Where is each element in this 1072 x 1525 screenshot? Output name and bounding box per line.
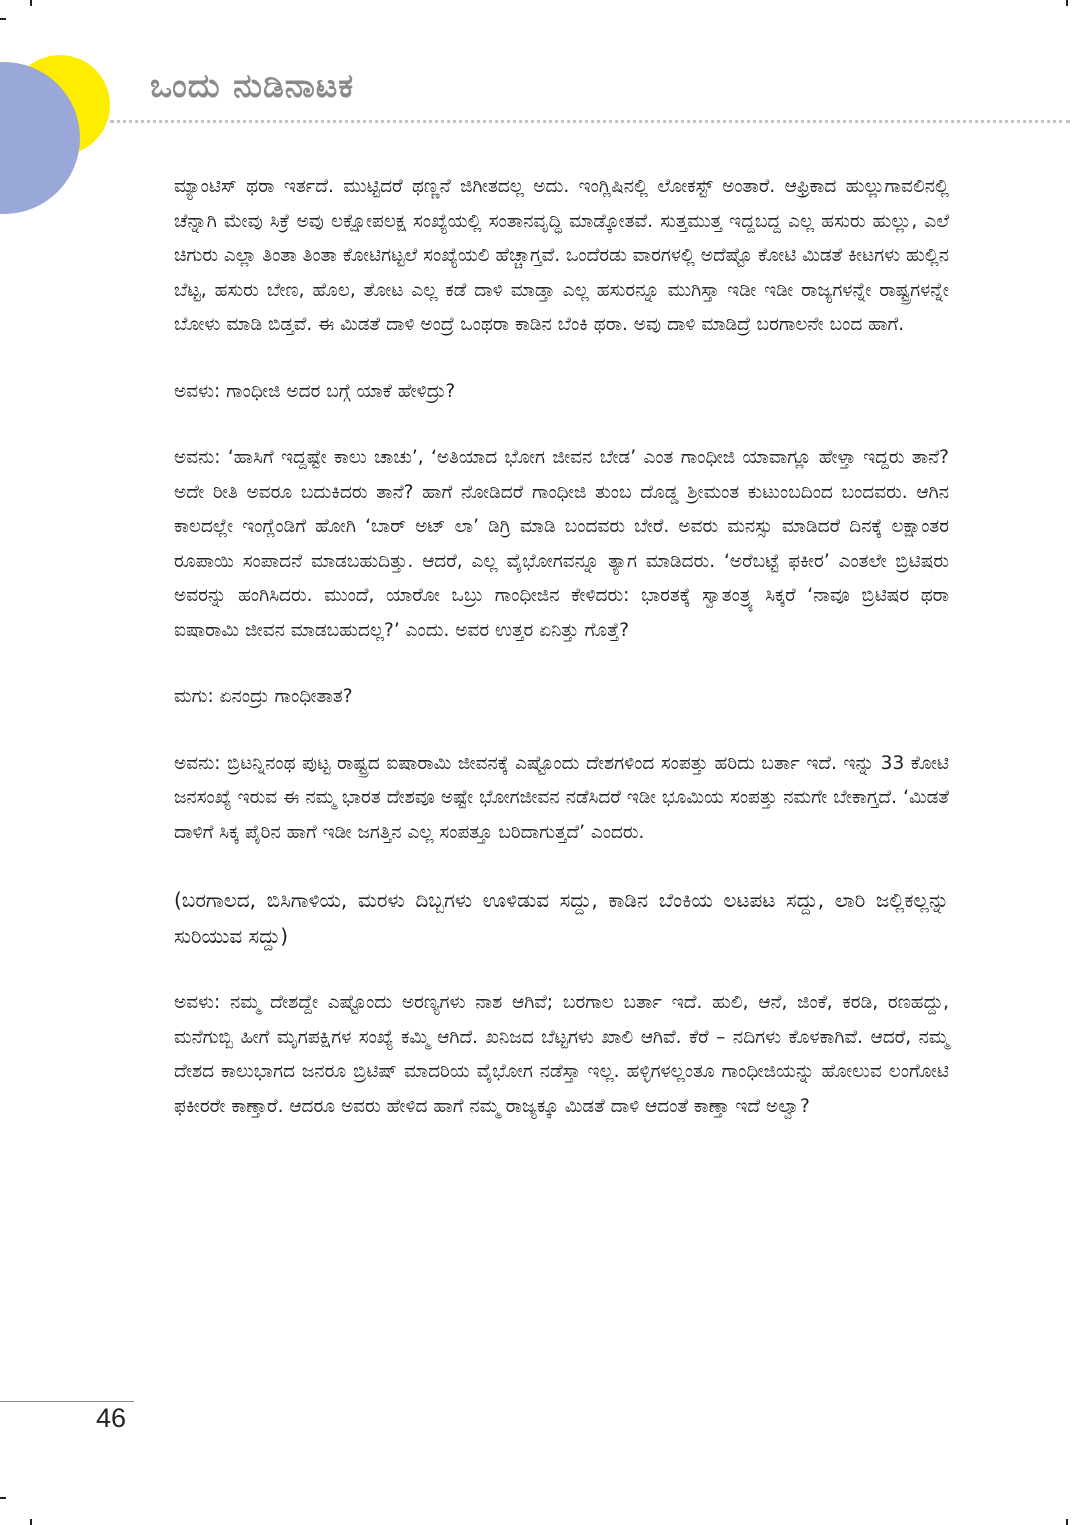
dialogue-she-question: ಅವಳು: ಗಾಂಧೀಜಿ ಅದರ ಬಗ್ಗೆ ಯಾಕೆ ಹೇಳಿದ್ರು? — [174, 380, 456, 402]
crop-mark-top-left — [30, 0, 32, 6]
dialogue-child-question: ಮಗು: ಏನಂದ್ರು ಗಾಂಧೀತಾತ? — [174, 686, 353, 707]
page-number: 46 — [96, 1403, 127, 1433]
header-dotted-rule — [110, 120, 1070, 123]
running-header-title: ಒಂದು ನುಡಿನಾಟಕ — [150, 66, 355, 105]
paragraph-locust-description: ಮ್ಯಾಂಟಿಸ್ ಥರಾ ಇರ್ತದೆ. ಮುಟ್ಟಿದರೆ ಥಣ್ಣನೆ ಜಿಗೀತದಲ್ಲ ಅದು. ಇಂಗ್ಲಿಷಿನಲ್ಲಿ ಲೋಕಸ್ಟ್ ಅಂತಾರೆ. ಆಫ್ರಿಕಾದ ಹುಲ್ಲುಗಾವಲಿನಲ್ಲಿ ಚೆನ್ನಾಗಿ ಮೇವು ಸಿಕ್ರೆ ಅವು ಲಕ್ಷೋಪಲಕ್ಷ ಸಂಖ್ಯೆಯಲ್ಲಿ ಸಂತಾನವೃದ್ಧಿ ಮಾಡ್ಕೋತವೆ. ಸುತ್ತಮುತ್ತ ಇದ್ದಬದ್ದ ಎಲ್ಲ ಹಸುರು ಹುಲ್ಲು, ಎಲೆ ಚಿಗುರು ಎಲ್ಲಾ ತಿಂತಾ ತಿಂತಾ ಕೋಟಿಗಟ್ಟಲೆ ಸಂಖ್ಯೆಯಲಿ ಹೆಚ್ಚಾಗ್ತವೆ. ಒಂದೆರಡು ವಾರಗಳಲ್ಲಿ ಅದೆಷ್ಟೊ ಕೋಟಿ ಮಿಡತೆ ಕೀಟಗಳು ಹುಲ್ಲಿನ ಬೆಟ್ಟ, ಹಸುರು ಬೇಣ, ಹೊಲ, ತೋಟ ಎಲ್ಲ ಕಡೆ ದಾಳಿ ಮಾಡ್ತಾ ಎಲ್ಲ ಹಸುರನ್ನೂ ಮುಗಿಸ್ತಾ ಇಡೀ ಇಡೀ ರಾಜ್ಯಗಳನ್ನೇ ರಾಷ್ಟ್ರಗಳನ್ನೇ ಬೋಳು ಮಾಡಿ ಬಿಡ್ತವೆ. ಈ ಮಿಡತೆ ದಾಳಿ ಅಂದ್ರೆ ಒಂಥರಾ ಕಾಡಿನ ಬೆಂಕಿ ಥರಾ. ಅವು ದಾಳಿ ಮಾಡಿದ್ರೆ ಬರಗಾಲನೇ ಬಂದ ಹಾಗೆ. — [174, 176, 949, 335]
footer-rule — [0, 1401, 134, 1402]
crop-mark-top-right — [1066, 0, 1068, 6]
stage-direction-sounds: (ಬರಗಾಲದ, ಬಿಸಿಗಾಳಿಯ, ಮರಳು ದಿಬ್ಬಗಳು ಊಳಿಡುವ ಸದ್ದು, ಕಾಡಿನ ಬೆಂಕಿಯ ಲಟಪಟ ಸದ್ದು, ಲಾರಿ ಜಲ್ಲಿಕಲ್ಲನ್ನು ಸುರಿಯುವ ಸದ್ದು) — [174, 888, 949, 948]
page-body — [174, 170, 949, 1156]
crop-mark-bottom-left — [30, 1519, 32, 1525]
dialogue-he-gandhi: ಅವನು: ‘ಹಾಸಿಗೆ ಇದ್ದಷ್ಟೇ ಕಾಲು ಚಾಚು’, ‘ಅತಿಯಾದ ಭೋಗ ಜೀವನ ಬೇಡ’ ಎಂತ ಗಾಂಧೀಜಿ ಯಾವಾಗ್ಲೂ ಹೇಳ್ತಾ ಇದ್ದರು ತಾನೆ? ಅದೇ ರೀತಿ ಅವರೂ ಬದುಕಿದರು ತಾನೆ? ಹಾಗೆ ನೋಡಿದರೆ ಗಾಂಧೀಜಿ ತುಂಬ ದೊಡ್ಡ ಶ್ರೀಮಂತ ಕುಟುಂಬದಿಂದ ಬಂದವರು. ಆಗಿನ ಕಾಲದಲ್ಲೇ ಇಂಗ್ಲೆಂಡಿಗೆ ಹೋಗಿ ‘ಬಾರ್ ಅಟ್ ಲಾ’ ಡಿಗ್ರಿ ಮಾಡಿ ಬಂದವರು ಬೇರೆ. ಅವರು ಮನಸ್ಸು ಮಾಡಿದರೆ ದಿನಕ್ಕೆ ಲಕ್ಷಾಂತರ ರೂಪಾಯಿ ಸಂಪಾದನೆ ಮಾಡಬಹುದಿತ್ತು. ಆದರೆ, ಎಲ್ಲ ವೈಭೋಗವನ್ನೂ ತ್ಯಾಗ ಮಾಡಿದರು. ‘ಅರೆಬಟ್ಟೆ ಫಕೀರ’ ಎಂತಲೇ ಬ್ರಿಟಿಷರು ಅವರನ್ನು ಹಂಗಿಸಿದರು. ಮುಂದೆ, ಯಾರೋ ಒಬ್ರು ಗಾಂಧೀಜಿನ ಕೇಳಿದರು: ಭಾರತಕ್ಕೆ ಸ್ವಾತಂತ್ರ್ಯ ಸಿಕ್ಕರೆ ‘ನಾವೂ ಬ್ರಿಟಿಷರ ಥರಾ ಐಷಾರಾಮಿ ಜೀವನ ಮಾಡಬಹುದಲ್ಲ?’ ಎಂದು. ಅವರ ಉತ್ತರ ಏನಿತ್ತು ಗೊತ್ತೆ? — [174, 447, 949, 641]
crop-mark-left-lower — [0, 1497, 6, 1499]
crop-mark-bottom-right — [1066, 1519, 1068, 1525]
crop-mark-left-upper — [0, 18, 6, 20]
dialogue-she-forests: ಅವಳು: ನಮ್ಮ ದೇಶದ್ದೇ ಎಷ್ಟೊಂದು ಅರಣ್ಯಗಳು ನಾಶ ಆಗಿವೆ; ಬರಗಾಲ ಬರ್ತಾ ಇದೆ. ಹುಲಿ, ಆನೆ, ಜಿಂಕೆ, ಕರಡಿ, ರಣಹದ್ದು, ಮನೆಗುಬ್ಬಿ ಹೀಗೆ ಮೃಗಪಕ್ಷಿಗಳ ಸಂಖ್ಯೆ ಕಮ್ಮಿ ಆಗಿದೆ. ಖನಿಜದ ಬೆಟ್ಟಗಳು ಖಾಲಿ ಆಗಿವೆ. ಕೆರೆ – ನದಿಗಳು ಕೊಳಕಾಗಿವೆ. ಆದರೆ, ನಮ್ಮ ದೇಶದ ಕಾಲುಭಾಗದ ಜನರೂ ಬ್ರಿಟಿಷ್ ಮಾದರಿಯ ವೈಭೋಗ ನಡೆಸ್ತಾ ಇಲ್ಲ. ಹಳ್ಳಿಗಳಲ್ಲಂತೂ ಗಾಂಧೀಜಿಯನ್ನು ಹೋಲುವ ಲಂಗೋಟಿ ಫಕೀರರೇ ಕಾಣ್ತಾರೆ. ಆದರೂ ಅವರು ಹೇಳಿದ ಹಾಗೆ ನಮ್ಮ ರಾಜ್ಯಕ್ಕೂ ಮಿಡತೆ ದಾಳಿ ಆದಂತೆ ಕಾಣ್ತಾ ಇದೆ ಅಲ್ವಾ? — [174, 992, 949, 1117]
dialogue-he-answer: ಅವನು: ಬ್ರಿಟನ್ನಿನಂಥ ಪುಟ್ಟ ರಾಷ್ಟ್ರದ ಐಷಾರಾಮಿ ಜೀವನಕ್ಕೆ ಎಷ್ಟೊಂದು ದೇಶಗಳಿಂದ ಸಂಪತ್ತು ಹರಿದು ಬರ್ತಾ ಇದೆ. ಇನ್ನು 33 ಕೋಟಿ ಜನಸಂಖ್ಯೆ ಇರುವ ಈ ನಮ್ಮ ಭಾರತ ದೇಶವೂ ಅಷ್ಟೇ ಭೋಗಜೀವನ ನಡೆಸಿದರೆ ಇಡೀ ಭೂಮಿಯ ಸಂಪತ್ತು ನಮಗೇ ಬೇಕಾಗ್ತದೆ. ‘ಮಿಡತೆ ದಾಳಿಗೆ ಸಿಕ್ಕ ಪೈರಿನ ಹಾಗೆ ಇಡೀ ಜಗತ್ತಿನ ಎಲ್ಲ ಸಂಪತ್ತೂ ಬರಿದಾಗುತ್ತದೆ’ ಎಂದರು. — [174, 752, 949, 843]
